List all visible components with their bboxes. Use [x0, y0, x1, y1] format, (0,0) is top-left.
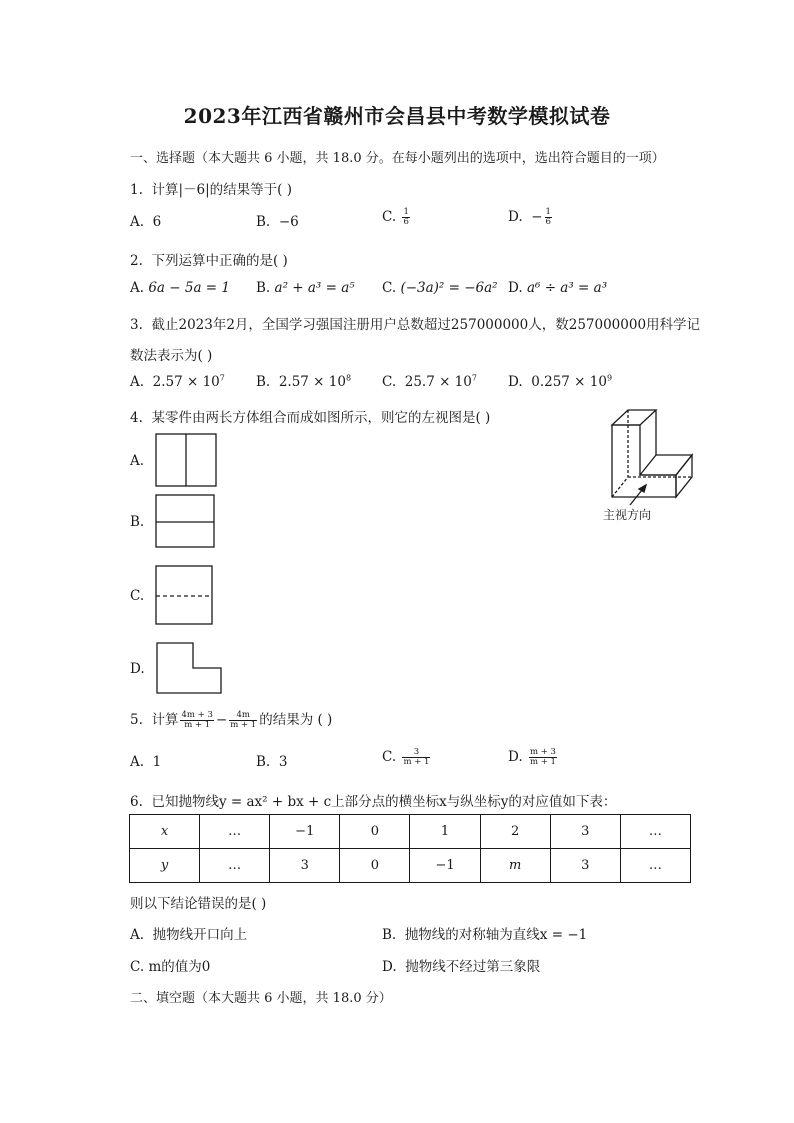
table-cell: 3	[550, 849, 620, 883]
question-number: 3.	[130, 317, 143, 333]
table-cell: 2	[480, 815, 550, 849]
figure-caption: 主视方向	[603, 508, 652, 522]
question-number: 1.	[130, 182, 143, 198]
table-cell: 3	[270, 849, 340, 883]
right-face	[676, 455, 692, 497]
question-5: 5. 计算 $\frac{4m + 3}{m + 1}$ − $\frac{4m}{m + 1}$ 的结果为 ( )	[130, 710, 333, 730]
option-c-label: C.	[130, 588, 145, 604]
arrow-head	[639, 485, 646, 492]
option-b: B. 抛物线的对称轴为直线x = −1	[382, 927, 588, 943]
option-b: B. 3	[256, 754, 288, 770]
question-stem: 计算|－6|的结果等于( )	[151, 182, 292, 198]
fraction: $\frac{1}{6}$	[545, 207, 551, 227]
page-title: 2023年江西省赣州市会昌县中考数学模拟试卷	[183, 104, 611, 128]
option-a: A. $2.57 \times 10^7$	[130, 373, 225, 390]
question-3	[130, 313, 700, 333]
question-number: 2.	[130, 253, 143, 269]
hidden-edge	[612, 477, 628, 497]
option-a: A. 抛物线开口向上	[130, 927, 248, 943]
option-a: A. 6a − 5a = 1	[130, 280, 230, 296]
question-stem: 下列运算中正确的是( )	[151, 253, 288, 269]
option-a-figure	[155, 433, 219, 489]
question-stem: 截止2023年2月，全国学习强国注册用户总数超过257000000人，数257000000用科学记	[151, 317, 701, 333]
option-d: D. $\frac{m + 3}{m + 1}$	[508, 747, 556, 767]
table-cell: 3	[550, 815, 620, 849]
fraction: $\frac{m + 3}{m + 1}$	[529, 747, 556, 767]
option-c: C. $25.7 \times 10^7$	[382, 373, 477, 390]
question-number: 5.	[130, 712, 143, 728]
question-stem: 已知抛物线y = ax² + bx + c上部分点的横坐标x与纵坐标y的对应值如下表：	[151, 794, 617, 810]
question-6	[130, 790, 616, 810]
question-6-followup: 则以下结论错误的是( )	[130, 896, 267, 912]
question-number: 4.	[130, 410, 143, 426]
table-cell: −1	[270, 815, 340, 849]
question-1	[130, 178, 292, 198]
table-cell: 0	[340, 849, 410, 883]
table-cell: m	[480, 849, 550, 883]
fraction: $\frac{3}{m + 1}$	[403, 747, 430, 767]
values-table	[129, 814, 691, 883]
fraction: $\frac{1}{6}$	[403, 207, 409, 227]
table-cell: 0	[340, 815, 410, 849]
option-b: B. −6	[256, 214, 299, 230]
question-2	[130, 249, 288, 269]
table-row	[130, 849, 691, 883]
question-4	[130, 406, 490, 426]
option-c: C. m的值为0	[130, 959, 211, 975]
table-cell: …	[620, 849, 690, 883]
section-heading-fill: 二、填空题（本大题共 6 小题，共 18.0 分）	[130, 991, 392, 1006]
table-cell: …	[200, 849, 270, 883]
option-d: D. $0.257 \times 10^9$	[508, 373, 613, 390]
table-cell: …	[200, 815, 270, 849]
section-heading-choice: 一、选择题（本大题共 6 小题，共 18.0 分。在每小题列出的选项中，选出符合题目的一项）	[130, 151, 665, 166]
option-b-label: B.	[130, 514, 145, 530]
question-number: 6.	[130, 794, 143, 810]
option-c: C. $\frac{3}{m + 1}$	[382, 747, 430, 767]
option-b: B. $2.57 \times 10^8$	[256, 373, 352, 390]
question-stem: 某零件由两长方体组合而成如图所示，则它的左视图是( )	[151, 410, 491, 426]
table-cell: y	[130, 849, 200, 883]
table-cell: x	[130, 815, 200, 849]
option-c-figure	[155, 565, 215, 627]
option-a-label: A.	[130, 453, 145, 469]
table-row	[130, 815, 691, 849]
option-d: D. 抛物线不经过第三象限	[382, 959, 541, 975]
fraction: $\frac{4m}{m + 1}$	[230, 710, 257, 730]
top-face-tall	[612, 410, 656, 425]
part-3d-figure	[600, 405, 700, 515]
table-cell: −1	[410, 849, 480, 883]
option-a: A. 1	[130, 754, 162, 770]
question-stem-line2: 数法表示为( )	[130, 348, 213, 364]
option-b-figure	[155, 494, 217, 550]
option-d: D. a⁶ ÷ a³ = a³	[508, 280, 608, 296]
option-c: C. (−3a)² = −6a²	[382, 280, 498, 296]
option-a: A. 6	[130, 214, 162, 230]
option-d-label: D.	[130, 661, 145, 677]
fraction: $\frac{4m + 3}{m + 1}$	[181, 710, 213, 730]
option-b: B. a² + a³ = a⁵	[256, 280, 355, 296]
option-d: D. − $\frac{1}{6}$	[508, 207, 551, 227]
option-d-figure	[155, 641, 225, 697]
table-cell: …	[620, 815, 690, 849]
table-cell: 1	[410, 815, 480, 849]
option-c: C. $\frac{1}{6}$	[382, 207, 409, 227]
